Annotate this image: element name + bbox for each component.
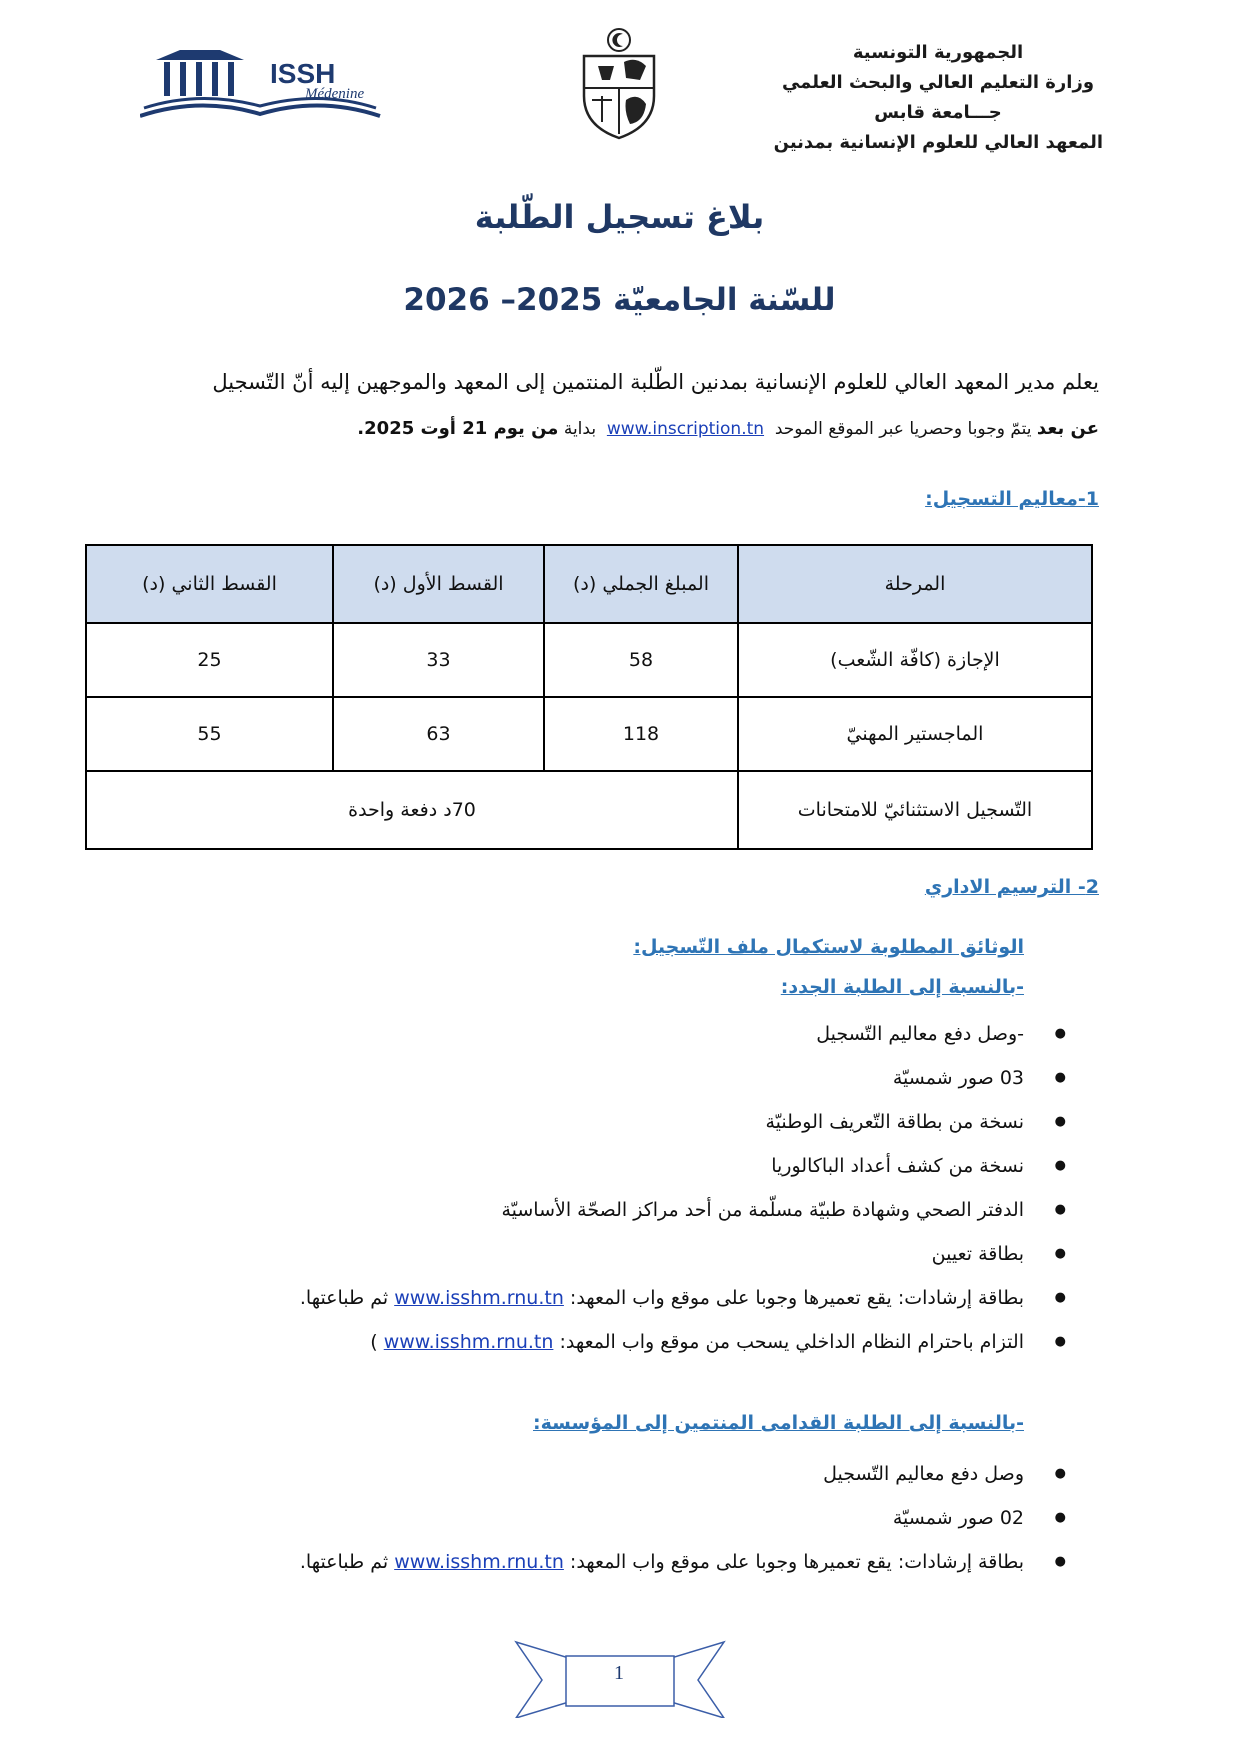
- table-cell: 70د دفعة واحدة: [86, 771, 738, 849]
- list-item: ● الدفتر الصحي وشهادة طبيّة مسلّمة من أحد مراكز الصحّة الأساسيّة: [124, 1188, 1024, 1232]
- intro-date: من يوم 21 أوت 2025.: [357, 418, 559, 439]
- table-cell: 55: [86, 697, 333, 771]
- col-header-first: القسط الأول (د): [333, 545, 544, 623]
- header-line-3: جـــامعة قابس: [874, 102, 1002, 123]
- table-row: [86, 697, 1092, 771]
- section-2-heading: 2- الترسيم الاداري: [924, 876, 1099, 898]
- table-row: [86, 623, 1092, 697]
- table-cell: التّسجيل الاستثنائيّ للامتحانات: [738, 771, 1092, 849]
- new-students-heading: -بالنسبة إلى الطلبة الجدد:: [780, 976, 1024, 998]
- table-row: [86, 771, 1092, 849]
- intro-after: بداية: [563, 419, 597, 439]
- list-item: ● 03 صور شمسيّة: [124, 1056, 1024, 1100]
- fees-table: [85, 544, 1093, 850]
- list-item: ● -وصل دفع معاليم التّسجيل: [124, 1012, 1024, 1056]
- header-line-1: الجمهورية التونسية: [852, 42, 1024, 63]
- list-item: ● 02 صور شمسيّة: [124, 1496, 1024, 1540]
- list-item: ● بطاقة تعيين: [124, 1232, 1024, 1276]
- page-number: 1: [614, 1662, 624, 1684]
- inscription-link[interactable]: www.inscription.tn: [606, 419, 765, 439]
- old-students-heading: -بالنسبة إلى الطلبة القدامى المنتمين إلى المؤسسة:: [533, 1412, 1024, 1434]
- intro-text: يتمّ وجوبا وحصريا عبر الموقع الموحد: [774, 419, 1032, 439]
- logo-text: ISSH: [270, 58, 336, 89]
- table-cell: 33: [333, 623, 544, 697]
- list-item: [124, 1320, 1024, 1364]
- header-line-2: وزارة التعليم العالي والبحث العلمي: [781, 72, 1095, 93]
- col-header-second: القسط الثاني (د): [86, 545, 333, 623]
- list-item-text: ثم طباعتها.: [299, 1287, 389, 1309]
- new-students-list: [124, 1012, 1024, 1364]
- intro-line-2: [139, 418, 1099, 439]
- list-item-text: ثم طباعتها.: [299, 1551, 389, 1573]
- tunisia-emblem-icon: [574, 26, 664, 142]
- list-item: ● وصل دفع معاليم التّسجيل: [124, 1452, 1024, 1496]
- isshm-link[interactable]: www.isshm.rnu.tn: [383, 1331, 554, 1353]
- list-item-text: ): [370, 1331, 378, 1353]
- ministry-header: [773, 38, 1103, 158]
- col-header-total: المبلغ الجملي (د): [544, 545, 738, 623]
- list-item: ● نسخة من بطاقة التّعريف الوطنيّة: [124, 1100, 1024, 1144]
- logo-subtext: Médenine: [305, 86, 365, 102]
- table-cell: الإجازة (كافّة الشّعب): [738, 623, 1092, 697]
- table-cell: 63: [333, 697, 544, 771]
- table-cell: 58: [544, 623, 738, 697]
- list-item: ● نسخة من كشف أعداد الباكالوريا: [124, 1144, 1024, 1188]
- intro-bold: عن بعد: [1036, 418, 1099, 439]
- table-cell: 118: [544, 697, 738, 771]
- list-item-text: بطاقة إرشادات: يقع تعميرها وجوبا على موقع واب المعهد:: [569, 1551, 1024, 1573]
- intro-line-1: يعلم مدير المعهد العالي للعلوم الإنسانية بمدنين الطّلبة المنتمين إلى المعهد والموجهين إليه أنّ التّسجيل: [212, 370, 1099, 394]
- list-item: [124, 1540, 1024, 1584]
- old-students-list: [124, 1452, 1024, 1584]
- list-item: [124, 1276, 1024, 1320]
- page-subtitle: للسّنة الجامعيّة 2025– 2026: [403, 282, 836, 318]
- section-1-heading: 1-معاليم التسجيل:: [925, 488, 1099, 510]
- isshm-link[interactable]: www.isshm.rnu.tn: [394, 1287, 564, 1309]
- table-header-row: [86, 545, 1092, 623]
- col-header-stage: المرحلة: [738, 545, 1092, 623]
- isshm-link[interactable]: www.isshm.rnu.tn: [394, 1551, 564, 1573]
- table-cell: الماجستير المهنيّ: [738, 697, 1092, 771]
- list-item-text: التزام باحترام النظام الداخلي يسحب من موقع واب المعهد:: [559, 1331, 1024, 1353]
- docs-heading: الوثائق المطلوبة لاستكمال ملف التّسجيل:: [633, 936, 1024, 958]
- page-title: بلاغ تسجيل الطّلبة: [474, 198, 765, 236]
- header-line-4: المعهد العالي للعلوم الإنسانية بمدنين: [773, 132, 1103, 153]
- list-item-text: بطاقة إرشادات: يقع تعميرها وجوبا على موقع واب المعهد:: [569, 1287, 1024, 1309]
- table-cell: 25: [86, 623, 333, 697]
